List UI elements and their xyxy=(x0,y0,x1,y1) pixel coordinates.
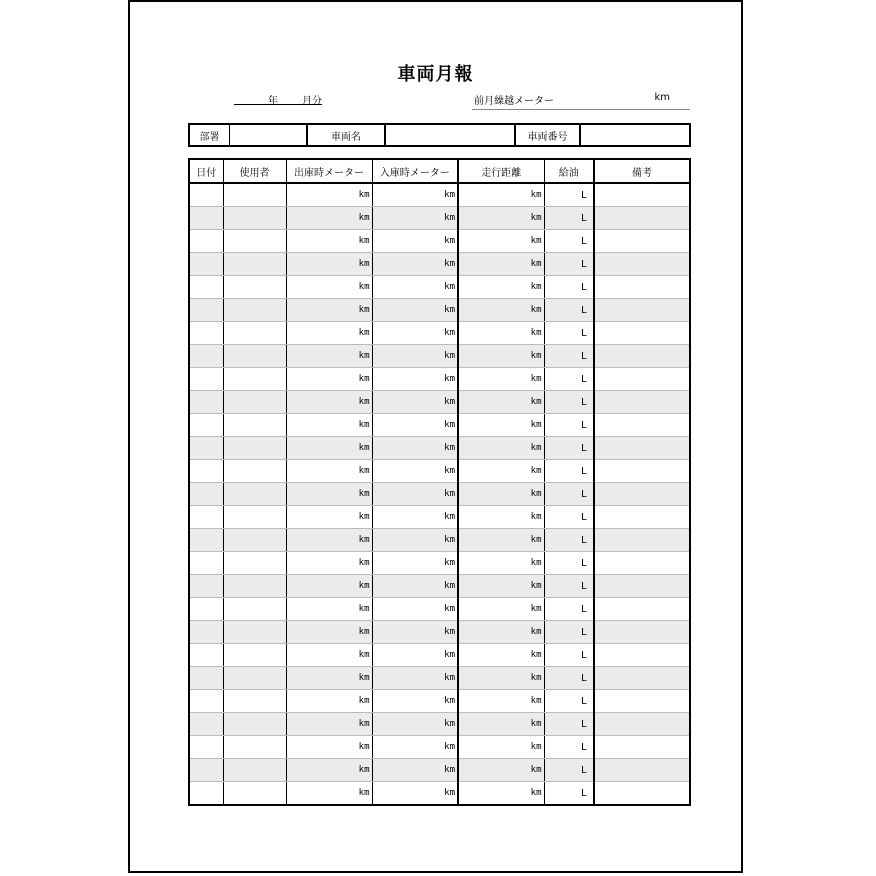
date-cell[interactable] xyxy=(189,759,223,782)
notes-cell[interactable] xyxy=(594,552,690,575)
distance-cell[interactable]: km xyxy=(458,276,544,299)
out-meter-cell[interactable]: km xyxy=(286,230,372,253)
fuel-cell[interactable]: L xyxy=(544,552,594,575)
date-cell[interactable] xyxy=(189,667,223,690)
table-row xyxy=(189,322,690,345)
month-label: 月分 xyxy=(302,96,322,107)
vehicle-name-field[interactable] xyxy=(386,125,516,145)
out-meter-cell[interactable]: km xyxy=(286,322,372,345)
user-cell[interactable] xyxy=(223,529,286,552)
report-page xyxy=(128,0,743,873)
notes-cell[interactable] xyxy=(594,736,690,759)
in-meter-cell[interactable]: km xyxy=(372,529,458,552)
distance-cell[interactable]: km xyxy=(458,345,544,368)
fuel-cell[interactable]: L xyxy=(544,253,594,276)
col-header-date: 日付 xyxy=(189,159,223,183)
table-row xyxy=(189,690,690,713)
table-row xyxy=(189,552,690,575)
distance-cell[interactable]: km xyxy=(458,437,544,460)
in-meter-cell[interactable]: km xyxy=(372,391,458,414)
table-row xyxy=(189,667,690,690)
notes-cell[interactable] xyxy=(594,437,690,460)
fuel-cell[interactable]: L xyxy=(544,483,594,506)
vehicle-info-row xyxy=(188,123,691,147)
fuel-cell[interactable]: L xyxy=(544,575,594,598)
in-meter-cell[interactable]: km xyxy=(372,183,458,207)
vehicle-number-field[interactable] xyxy=(581,125,689,145)
date-cell[interactable] xyxy=(189,414,223,437)
distance-cell[interactable]: km xyxy=(458,299,544,322)
year-field[interactable] xyxy=(234,92,286,105)
date-cell[interactable] xyxy=(189,253,223,276)
table-row xyxy=(189,230,690,253)
user-cell[interactable] xyxy=(223,414,286,437)
date-cell[interactable] xyxy=(189,368,223,391)
in-meter-cell[interactable]: km xyxy=(372,690,458,713)
col-header-in-meter: 入庫時メーター xyxy=(372,159,458,183)
date-cell[interactable] xyxy=(189,460,223,483)
distance-cell[interactable]: km xyxy=(458,575,544,598)
notes-cell[interactable] xyxy=(594,276,690,299)
fuel-cell[interactable]: L xyxy=(544,322,594,345)
out-meter-cell[interactable]: km xyxy=(286,644,372,667)
date-cell[interactable] xyxy=(189,207,223,230)
date-cell[interactable] xyxy=(189,230,223,253)
fuel-cell[interactable]: L xyxy=(544,759,594,782)
in-meter-cell[interactable]: km xyxy=(372,207,458,230)
fuel-cell[interactable]: L xyxy=(544,782,594,806)
table-row xyxy=(189,483,690,506)
distance-cell[interactable]: km xyxy=(458,667,544,690)
table-row xyxy=(189,506,690,529)
user-cell[interactable] xyxy=(223,782,286,806)
out-meter-cell[interactable]: km xyxy=(286,506,372,529)
table-row xyxy=(189,345,690,368)
table-row xyxy=(189,782,690,806)
distance-cell[interactable]: km xyxy=(458,552,544,575)
out-meter-cell[interactable]: km xyxy=(286,368,372,391)
user-cell[interactable] xyxy=(223,299,286,322)
distance-cell[interactable]: km xyxy=(458,598,544,621)
out-meter-cell[interactable]: km xyxy=(286,667,372,690)
table-row xyxy=(189,253,690,276)
fuel-cell[interactable]: L xyxy=(544,736,594,759)
fuel-cell[interactable]: L xyxy=(544,506,594,529)
fuel-cell[interactable]: L xyxy=(544,713,594,736)
fuel-cell[interactable]: L xyxy=(544,299,594,322)
date-cell[interactable] xyxy=(189,621,223,644)
out-meter-cell[interactable]: km xyxy=(286,690,372,713)
table-row xyxy=(189,299,690,322)
out-meter-cell[interactable]: km xyxy=(286,207,372,230)
out-meter-cell[interactable]: km xyxy=(286,391,372,414)
date-cell[interactable] xyxy=(189,598,223,621)
out-meter-cell[interactable]: km xyxy=(286,253,372,276)
date-cell[interactable] xyxy=(189,713,223,736)
table-row xyxy=(189,644,690,667)
department-label: 部署 xyxy=(190,125,230,145)
distance-cell[interactable]: km xyxy=(458,713,544,736)
notes-cell[interactable] xyxy=(594,230,690,253)
notes-cell[interactable] xyxy=(594,322,690,345)
vehicle-name-label: 車両名 xyxy=(308,125,386,145)
notes-cell[interactable] xyxy=(594,575,690,598)
in-meter-cell[interactable]: km xyxy=(372,667,458,690)
distance-cell[interactable]: km xyxy=(458,391,544,414)
table-row xyxy=(189,713,690,736)
page-title: 車両月報 xyxy=(397,64,474,85)
date-cell[interactable] xyxy=(189,437,223,460)
table-row xyxy=(189,368,690,391)
fuel-cell[interactable]: L xyxy=(544,368,594,391)
col-header-notes: 備考 xyxy=(594,159,690,183)
notes-cell[interactable] xyxy=(594,345,690,368)
user-cell[interactable] xyxy=(223,253,286,276)
date-cell[interactable] xyxy=(189,299,223,322)
user-cell[interactable] xyxy=(223,506,286,529)
fuel-cell[interactable]: L xyxy=(544,621,594,644)
date-cell[interactable] xyxy=(189,322,223,345)
user-cell[interactable] xyxy=(223,667,286,690)
user-cell[interactable] xyxy=(223,575,286,598)
distance-cell[interactable]: km xyxy=(458,736,544,759)
table-row xyxy=(189,598,690,621)
in-meter-cell[interactable]: km xyxy=(372,437,458,460)
table-row xyxy=(189,207,690,230)
table-row xyxy=(189,621,690,644)
in-meter-cell[interactable]: km xyxy=(372,782,458,806)
in-meter-cell[interactable]: km xyxy=(372,598,458,621)
date-cell[interactable] xyxy=(189,276,223,299)
notes-cell[interactable] xyxy=(594,529,690,552)
col-header-out-meter: 出庫時メーター xyxy=(286,159,372,183)
carry-over-label: 前月繰越メーター xyxy=(474,96,554,107)
user-cell[interactable] xyxy=(223,345,286,368)
out-meter-cell[interactable]: km xyxy=(286,759,372,782)
fuel-cell[interactable]: L xyxy=(544,598,594,621)
notes-cell[interactable] xyxy=(594,299,690,322)
date-cell[interactable] xyxy=(189,690,223,713)
user-cell[interactable] xyxy=(223,437,286,460)
in-meter-cell[interactable]: km xyxy=(372,759,458,782)
in-meter-cell[interactable]: km xyxy=(372,414,458,437)
user-cell[interactable] xyxy=(223,183,286,207)
out-meter-cell[interactable]: km xyxy=(286,575,372,598)
out-meter-cell[interactable]: km xyxy=(286,183,372,207)
fuel-cell[interactable]: L xyxy=(544,183,594,207)
distance-cell[interactable]: km xyxy=(458,782,544,806)
table-row xyxy=(189,276,690,299)
out-meter-cell[interactable]: km xyxy=(286,437,372,460)
distance-cell[interactable]: km xyxy=(458,183,544,207)
notes-cell[interactable] xyxy=(594,414,690,437)
user-cell[interactable] xyxy=(223,391,286,414)
distance-cell[interactable]: km xyxy=(458,506,544,529)
table-row xyxy=(189,391,690,414)
table-header-row xyxy=(189,159,690,183)
in-meter-cell[interactable]: km xyxy=(372,276,458,299)
user-cell[interactable] xyxy=(223,322,286,345)
distance-cell[interactable]: km xyxy=(458,460,544,483)
fuel-cell[interactable]: L xyxy=(544,391,594,414)
date-cell[interactable] xyxy=(189,391,223,414)
fuel-cell[interactable]: L xyxy=(544,345,594,368)
fuel-cell[interactable]: L xyxy=(544,414,594,437)
date-cell[interactable] xyxy=(189,345,223,368)
notes-cell[interactable] xyxy=(594,690,690,713)
notes-cell[interactable] xyxy=(594,207,690,230)
out-meter-cell[interactable]: km xyxy=(286,713,372,736)
date-cell[interactable] xyxy=(189,644,223,667)
vehicle-number-label: 車両番号 xyxy=(516,125,581,145)
in-meter-cell[interactable]: km xyxy=(372,230,458,253)
in-meter-cell[interactable]: km xyxy=(372,253,458,276)
notes-cell[interactable] xyxy=(594,644,690,667)
department-field[interactable] xyxy=(230,125,308,145)
out-meter-cell[interactable]: km xyxy=(286,345,372,368)
fuel-cell[interactable]: L xyxy=(544,276,594,299)
fuel-cell[interactable]: L xyxy=(544,644,594,667)
date-cell[interactable] xyxy=(189,506,223,529)
date-cell[interactable] xyxy=(189,575,223,598)
fuel-cell[interactable]: L xyxy=(544,460,594,483)
daily-log-table xyxy=(188,158,691,806)
distance-cell[interactable]: km xyxy=(458,230,544,253)
carry-over-meter-field[interactable] xyxy=(472,92,690,110)
fuel-cell[interactable]: L xyxy=(544,667,594,690)
out-meter-cell[interactable]: km xyxy=(286,299,372,322)
notes-cell[interactable] xyxy=(594,759,690,782)
in-meter-cell[interactable]: km xyxy=(372,713,458,736)
table-row xyxy=(189,183,690,207)
in-meter-cell[interactable]: km xyxy=(372,299,458,322)
table-row xyxy=(189,759,690,782)
out-meter-cell[interactable]: km xyxy=(286,276,372,299)
user-cell[interactable] xyxy=(223,644,286,667)
date-cell[interactable] xyxy=(189,529,223,552)
table-row xyxy=(189,414,690,437)
date-cell[interactable] xyxy=(189,782,223,806)
in-meter-cell[interactable]: km xyxy=(372,575,458,598)
user-cell[interactable] xyxy=(223,621,286,644)
fuel-cell[interactable]: L xyxy=(544,230,594,253)
fuel-cell[interactable]: L xyxy=(544,207,594,230)
carry-over-unit: km xyxy=(654,92,670,103)
fuel-cell[interactable]: L xyxy=(544,529,594,552)
notes-cell[interactable] xyxy=(594,782,690,806)
distance-cell[interactable]: km xyxy=(458,253,544,276)
table-row xyxy=(189,529,690,552)
user-cell[interactable] xyxy=(223,690,286,713)
col-header-fuel: 給油 xyxy=(544,159,594,183)
in-meter-cell[interactable]: km xyxy=(372,736,458,759)
distance-cell[interactable]: km xyxy=(458,368,544,391)
col-header-distance: 走行距離 xyxy=(458,159,544,183)
out-meter-cell[interactable]: km xyxy=(286,552,372,575)
notes-cell[interactable] xyxy=(594,253,690,276)
in-meter-cell[interactable]: km xyxy=(372,322,458,345)
out-meter-cell[interactable]: km xyxy=(286,621,372,644)
out-meter-cell[interactable]: km xyxy=(286,736,372,759)
in-meter-cell[interactable]: km xyxy=(372,368,458,391)
notes-cell[interactable] xyxy=(594,598,690,621)
in-meter-cell[interactable]: km xyxy=(372,621,458,644)
notes-cell[interactable] xyxy=(594,621,690,644)
distance-cell[interactable]: km xyxy=(458,529,544,552)
distance-cell[interactable]: km xyxy=(458,322,544,345)
date-cell[interactable] xyxy=(189,736,223,759)
user-cell[interactable] xyxy=(223,368,286,391)
in-meter-cell[interactable]: km xyxy=(372,644,458,667)
distance-cell[interactable]: km xyxy=(458,621,544,644)
out-meter-cell[interactable]: km xyxy=(286,460,372,483)
notes-cell[interactable] xyxy=(594,368,690,391)
user-cell[interactable] xyxy=(223,460,286,483)
in-meter-cell[interactable]: km xyxy=(372,483,458,506)
user-cell[interactable] xyxy=(223,276,286,299)
user-cell[interactable] xyxy=(223,207,286,230)
distance-cell[interactable]: km xyxy=(458,759,544,782)
out-meter-cell[interactable]: km xyxy=(286,782,372,806)
col-header-user: 使用者 xyxy=(223,159,286,183)
user-cell[interactable] xyxy=(223,598,286,621)
notes-cell[interactable] xyxy=(594,506,690,529)
notes-cell[interactable] xyxy=(594,391,690,414)
table-row xyxy=(189,736,690,759)
fuel-cell[interactable]: L xyxy=(544,437,594,460)
out-meter-cell[interactable]: km xyxy=(286,483,372,506)
out-meter-cell[interactable]: km xyxy=(286,529,372,552)
in-meter-cell[interactable]: km xyxy=(372,552,458,575)
date-cell[interactable] xyxy=(189,183,223,207)
notes-cell[interactable] xyxy=(594,460,690,483)
year-label: 年 xyxy=(268,96,278,107)
in-meter-cell[interactable]: km xyxy=(372,345,458,368)
notes-cell[interactable] xyxy=(594,713,690,736)
table-row xyxy=(189,437,690,460)
distance-cell[interactable]: km xyxy=(458,690,544,713)
table-row xyxy=(189,460,690,483)
out-meter-cell[interactable]: km xyxy=(286,414,372,437)
user-cell[interactable] xyxy=(223,483,286,506)
in-meter-cell[interactable]: km xyxy=(372,460,458,483)
fuel-cell[interactable]: L xyxy=(544,690,594,713)
distance-cell[interactable]: km xyxy=(458,483,544,506)
in-meter-cell[interactable]: km xyxy=(372,506,458,529)
table-body xyxy=(189,183,690,805)
notes-cell[interactable] xyxy=(594,183,690,207)
out-meter-cell[interactable]: km xyxy=(286,598,372,621)
table-row xyxy=(189,575,690,598)
notes-cell[interactable] xyxy=(594,667,690,690)
distance-cell[interactable]: km xyxy=(458,414,544,437)
date-cell[interactable] xyxy=(189,483,223,506)
date-cell[interactable] xyxy=(189,552,223,575)
notes-cell[interactable] xyxy=(594,483,690,506)
distance-cell[interactable]: km xyxy=(458,644,544,667)
distance-cell[interactable]: km xyxy=(458,207,544,230)
user-cell[interactable] xyxy=(223,713,286,736)
user-cell[interactable] xyxy=(223,759,286,782)
user-cell[interactable] xyxy=(223,552,286,575)
user-cell[interactable] xyxy=(223,736,286,759)
user-cell[interactable] xyxy=(223,230,286,253)
